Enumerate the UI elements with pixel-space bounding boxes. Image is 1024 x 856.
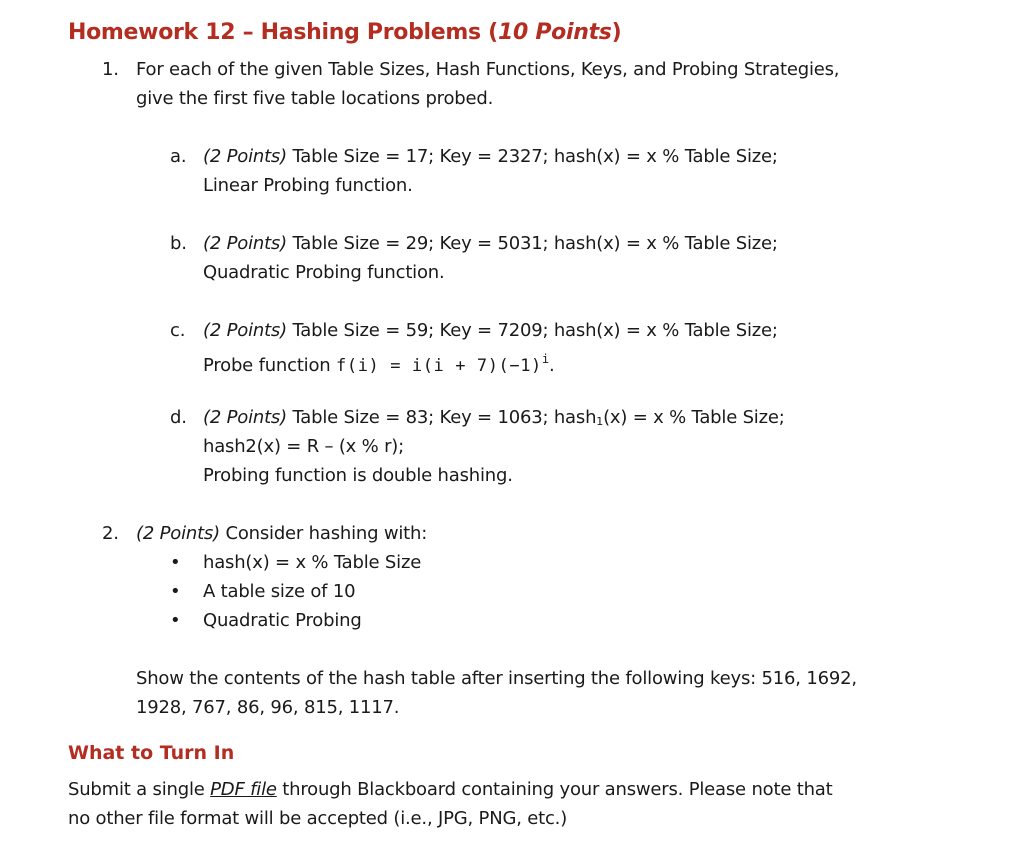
q2-bullet-2: A table size of 10 bbox=[203, 581, 356, 602]
q2-bullet-3-dot: • bbox=[170, 610, 181, 631]
q1d-line2: hash2(x) = R – (x % r); bbox=[203, 436, 404, 457]
q2-intro bbox=[136, 519, 427, 548]
q1c-line1 bbox=[203, 316, 778, 345]
q1c-text: Table Size = 59; Key = 7209; hash(x) = x % Table Size; bbox=[286, 320, 778, 341]
title-points: 10 Points bbox=[497, 20, 612, 45]
turn-in-line2: no other file format will be accepted (i.e., JPG, PNG, etc.) bbox=[68, 808, 568, 829]
q1b-text: Table Size = 29; Key = 5031; hash(x) = x % Table Size; bbox=[286, 233, 778, 254]
q1-number: 1. bbox=[102, 59, 119, 80]
title-close: ) bbox=[611, 20, 622, 45]
q1c-probe-code: f(i) = i(i + 7)(−1) bbox=[336, 356, 542, 376]
q1b-letter: b. bbox=[170, 233, 187, 254]
q1a-letter: a. bbox=[170, 146, 187, 167]
q2-bullet-1: hash(x) = x % Table Size bbox=[203, 552, 422, 573]
q1-line2: give the first five table locations probed. bbox=[136, 88, 494, 109]
q1d-text-a: Table Size = 83; Key = 1063; hash bbox=[286, 407, 597, 428]
q2-bullet-3: Quadratic Probing bbox=[203, 610, 362, 631]
q1c-probe-sup: i bbox=[541, 352, 549, 366]
q2-number: 2. bbox=[102, 523, 119, 544]
q1d-text-sub: 1 bbox=[596, 415, 604, 428]
q1a-line1 bbox=[203, 142, 778, 171]
q1c-probe-prefix: Probe function bbox=[203, 355, 337, 376]
q1d-points: (2 Points) bbox=[203, 407, 287, 428]
q1d-line3: Probing function is double hashing. bbox=[203, 465, 513, 486]
turn-in-post: through Blackboard containing your answers. Please note that bbox=[276, 779, 833, 800]
q2-show-line2: 1928, 767, 86, 96, 815, 1117. bbox=[136, 697, 400, 718]
q1c-line2 bbox=[203, 345, 554, 381]
q1a-line2: Linear Probing function. bbox=[203, 175, 413, 196]
page-title bbox=[68, 20, 621, 45]
q1a-points: (2 Points) bbox=[203, 146, 287, 167]
turn-in-pre: Submit a single bbox=[68, 779, 211, 800]
turn-in-heading: What to Turn In bbox=[68, 742, 235, 764]
q1c-points: (2 Points) bbox=[203, 320, 287, 341]
q2-show-line1: Show the contents of the hash table after inserting the following keys: 516, 1692, bbox=[136, 668, 857, 689]
turn-in-line1 bbox=[68, 775, 832, 804]
q1a-text: Table Size = 17; Key = 2327; hash(x) = x % Table Size; bbox=[286, 146, 778, 167]
q1d-text-b: (x) = x % Table Size; bbox=[603, 407, 785, 428]
q1c-probe-end: . bbox=[548, 355, 555, 376]
q1d-letter: d. bbox=[170, 407, 187, 428]
q1c-letter: c. bbox=[170, 320, 186, 341]
pdf-file-link[interactable]: PDF file bbox=[210, 779, 277, 800]
q2-intro-text: Consider hashing with: bbox=[219, 523, 428, 544]
q1b-points: (2 Points) bbox=[203, 233, 287, 254]
q1b-line2: Quadratic Probing function. bbox=[203, 262, 445, 283]
title-main: Homework 12 – Hashing Problems ( bbox=[68, 20, 498, 45]
q2-points: (2 Points) bbox=[136, 523, 220, 544]
q2-bullet-2-dot: • bbox=[170, 581, 181, 602]
q1-line1: For each of the given Table Sizes, Hash Functions, Keys, and Probing Strategies, bbox=[136, 59, 840, 80]
q1b-line1 bbox=[203, 229, 778, 258]
q2-bullet-1-dot: • bbox=[170, 552, 181, 573]
